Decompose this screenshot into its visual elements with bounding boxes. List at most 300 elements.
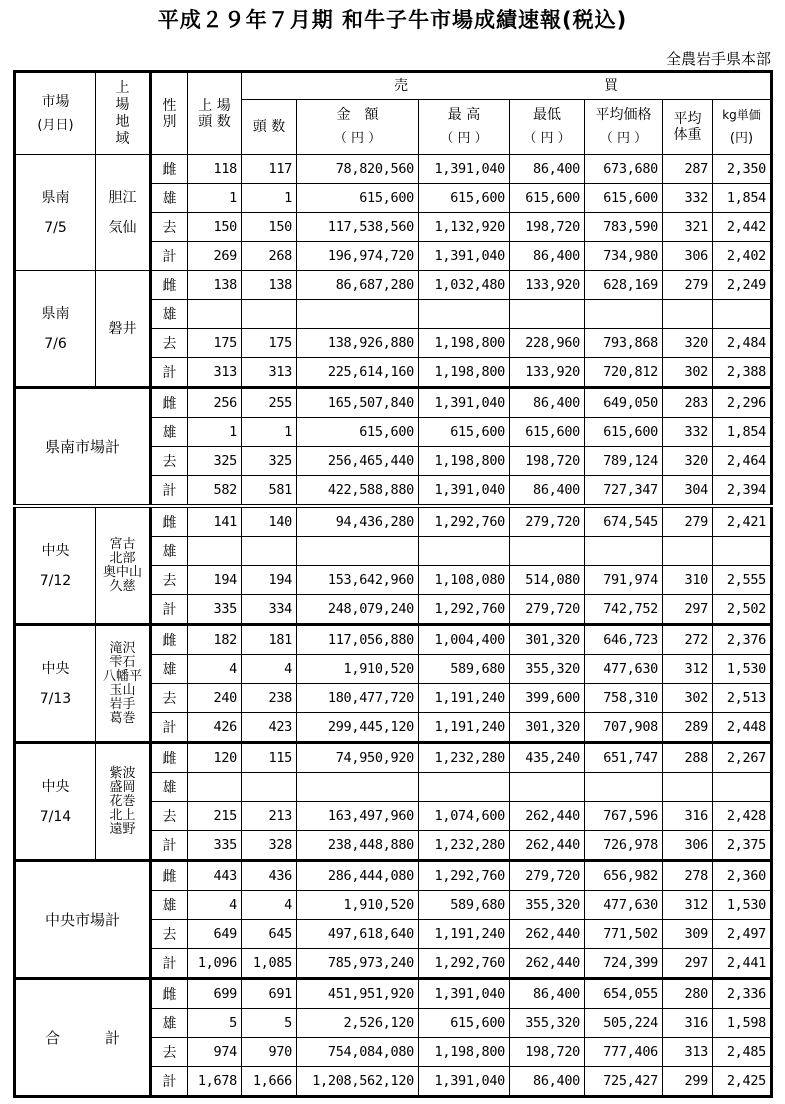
sex-label: 雌: [151, 861, 188, 891]
kg-price-cell: 2,428: [713, 802, 772, 831]
market-date: 7/13: [39, 690, 72, 707]
kg-price-cell: 2,267: [713, 743, 772, 773]
amount-cell: 225,614,160: [297, 358, 419, 388]
kg-price-cell: 2,421: [713, 506, 772, 537]
header-max: 最 高 （ 円 ）: [419, 100, 510, 155]
avg-price-cell: 707,908: [585, 713, 663, 743]
sex-label: 雄: [151, 300, 188, 329]
max-price-cell: 1,132,920: [419, 213, 510, 242]
listed-head-cell: 582: [188, 476, 242, 507]
kg-price-cell: 2,513: [713, 684, 772, 713]
avg-price-cell: [585, 537, 663, 566]
max-price-cell: 1,191,240: [419, 684, 510, 713]
listed-head-cell: 5: [188, 1009, 242, 1038]
amount-cell: 1,208,562,120: [297, 1067, 419, 1097]
market-cell: [15, 155, 96, 271]
kg-price-cell: 1,530: [713, 891, 772, 920]
sex-label: 雄: [151, 418, 188, 447]
sold-head-cell: 268: [242, 242, 297, 271]
sold-head-cell: 255: [242, 388, 297, 418]
sold-head-cell: 581: [242, 476, 297, 507]
kg-price-cell: 2,388: [713, 358, 772, 388]
sold-head-cell: 175: [242, 329, 297, 358]
avg-price-cell: 674,545: [585, 506, 663, 537]
listed-head-cell: 256: [188, 388, 242, 418]
kg-price-cell: 2,296: [713, 388, 772, 418]
min-price-cell: 435,240: [510, 743, 585, 773]
min-price-cell: 262,440: [510, 802, 585, 831]
market-name: 中央: [41, 778, 70, 795]
max-price-cell: 1,232,280: [419, 743, 510, 773]
min-price-cell: 198,720: [510, 447, 585, 476]
amount-cell: 1,910,520: [297, 655, 419, 684]
avg-price-cell: 615,600: [585, 184, 663, 213]
listed-head-cell: 118: [188, 155, 242, 184]
listed-head-cell: 215: [188, 802, 242, 831]
max-price-cell: 615,600: [419, 184, 510, 213]
min-price-cell: 355,320: [510, 1009, 585, 1038]
listed-head-cell: 974: [188, 1038, 242, 1067]
kg-price-cell: 2,464: [713, 447, 772, 476]
avg-weight-cell: 332: [663, 418, 713, 447]
amount-cell: 94,436,280: [297, 506, 419, 537]
sold-head-cell: 313: [242, 358, 297, 388]
listed-head-cell: 443: [188, 861, 242, 891]
max-price-cell: 615,600: [419, 1009, 510, 1038]
avg-price-cell: [585, 300, 663, 329]
kg-price-cell: [713, 300, 772, 329]
amount-cell: 286,444,080: [297, 861, 419, 891]
avg-price-cell: 615,600: [585, 418, 663, 447]
max-price-cell: 1,191,240: [419, 920, 510, 949]
sex-label: 雌: [151, 155, 188, 184]
table-row: [15, 625, 772, 655]
amount-cell: 196,974,720: [297, 242, 419, 271]
max-price-cell: 1,198,800: [419, 1038, 510, 1067]
amount-cell: 117,056,880: [297, 625, 419, 655]
avg-weight-cell: 288: [663, 743, 713, 773]
listed-head-cell: 325: [188, 447, 242, 476]
sex-label: 雌: [151, 979, 188, 1009]
avg-price-cell: [585, 773, 663, 802]
max-price-cell: 589,680: [419, 655, 510, 684]
max-price-cell: 1,292,760: [419, 595, 510, 625]
listed-head-cell: 1: [188, 184, 242, 213]
max-price-cell: 1,292,760: [419, 861, 510, 891]
avg-price-cell: 724,399: [585, 949, 663, 979]
listed-head-cell: 269: [188, 242, 242, 271]
listed-head-cell: 4: [188, 891, 242, 920]
amount-cell: 615,600: [297, 184, 419, 213]
min-price-cell: 615,600: [510, 184, 585, 213]
sex-label: 計: [151, 242, 188, 271]
avg-weight-cell: [663, 773, 713, 802]
market-name: 県南: [41, 305, 70, 322]
kg-price-cell: 2,336: [713, 979, 772, 1009]
page-title: 平成２９年７月期 和牛子牛市場成績速報(税込): [157, 8, 628, 32]
avg-price-cell: 726,978: [585, 831, 663, 861]
amount-cell: 256,465,440: [297, 447, 419, 476]
area-cell: 磐井: [96, 271, 151, 388]
market-name: 中央: [41, 660, 70, 677]
amount-cell: 138,926,880: [297, 329, 419, 358]
market-name: 県南: [41, 189, 70, 206]
sex-label: 雌: [151, 743, 188, 773]
organization-name: 全農岩手県本部: [665, 50, 771, 68]
sold-head-cell: 970: [242, 1038, 297, 1067]
avg-weight-cell: 283: [663, 388, 713, 418]
market-cell: [15, 743, 96, 861]
amount-cell: [297, 537, 419, 566]
avg-price-cell: 727,347: [585, 476, 663, 507]
amount-cell: 238,448,880: [297, 831, 419, 861]
sex-label: 計: [151, 595, 188, 625]
sold-head-cell: 140: [242, 506, 297, 537]
avg-weight-cell: 321: [663, 213, 713, 242]
listed-head-cell: 1: [188, 418, 242, 447]
kg-price-cell: 2,484: [713, 329, 772, 358]
sold-head-cell: 194: [242, 566, 297, 595]
area-cell: 胆江 気仙: [96, 155, 151, 271]
header-sex: 性別: [151, 72, 188, 155]
avg-price-cell: 656,982: [585, 861, 663, 891]
sold-head-cell: 5: [242, 1009, 297, 1038]
avg-price-cell: 777,406: [585, 1038, 663, 1067]
avg-price-cell: 720,812: [585, 358, 663, 388]
market-results-table: [13, 70, 773, 1098]
sex-label: 計: [151, 476, 188, 507]
group-summary-label: 県南市場計: [15, 388, 151, 507]
sold-head-cell: 138: [242, 271, 297, 300]
kg-price-cell: 2,350: [713, 155, 772, 184]
table-row: [15, 388, 772, 418]
min-price-cell: 279,720: [510, 506, 585, 537]
avg-weight-cell: 320: [663, 447, 713, 476]
avg-weight-cell: 313: [663, 1038, 713, 1067]
avg-weight-cell: 280: [663, 979, 713, 1009]
avg-price-cell: 505,224: [585, 1009, 663, 1038]
max-price-cell: 589,680: [419, 891, 510, 920]
header-amount: 金 額 （ 円 ）: [297, 100, 419, 155]
market-cell: [15, 506, 96, 625]
table-body: [15, 155, 772, 1097]
amount-cell: 74,950,920: [297, 743, 419, 773]
listed-head-cell: 649: [188, 920, 242, 949]
avg-price-cell: 783,590: [585, 213, 663, 242]
min-price-cell: 399,600: [510, 684, 585, 713]
listed-head-cell: 699: [188, 979, 242, 1009]
amount-cell: 180,477,720: [297, 684, 419, 713]
sex-label: 計: [151, 358, 188, 388]
sold-head-cell: 691: [242, 979, 297, 1009]
max-price-cell: 1,232,280: [419, 831, 510, 861]
header-kg-price: kg単価 (円): [713, 100, 772, 155]
min-price-cell: [510, 773, 585, 802]
amount-cell: 1,910,520: [297, 891, 419, 920]
kg-price-cell: 2,442: [713, 213, 772, 242]
avg-price-cell: 791,974: [585, 566, 663, 595]
avg-weight-cell: 297: [663, 949, 713, 979]
min-price-cell: 86,400: [510, 155, 585, 184]
kg-price-cell: 1,598: [713, 1009, 772, 1038]
avg-weight-cell: 320: [663, 329, 713, 358]
avg-weight-cell: 309: [663, 920, 713, 949]
header-avg-price: 平均価格 （ 円 ）: [585, 100, 663, 155]
avg-price-cell: 649,050: [585, 388, 663, 418]
avg-price-cell: 742,752: [585, 595, 663, 625]
kg-price-cell: 2,555: [713, 566, 772, 595]
max-price-cell: 1,198,800: [419, 447, 510, 476]
sold-head-cell: 645: [242, 920, 297, 949]
min-price-cell: 86,400: [510, 476, 585, 507]
area-cell: 紫波 盛岡 花巻 北上 遠野: [96, 743, 151, 861]
avg-price-cell: 477,630: [585, 891, 663, 920]
listed-head-cell: 313: [188, 358, 242, 388]
kg-price-cell: [713, 773, 772, 802]
min-price-cell: 198,720: [510, 213, 585, 242]
max-price-cell: 1,391,040: [419, 476, 510, 507]
header-sold-head: 頭 数: [242, 100, 297, 155]
min-price-cell: 133,920: [510, 358, 585, 388]
listed-head-cell: 240: [188, 684, 242, 713]
header-avg-weight: 平均体重: [663, 100, 713, 155]
sold-head-cell: 423: [242, 713, 297, 743]
avg-weight-cell: 306: [663, 831, 713, 861]
listed-head-cell: [188, 773, 242, 802]
sex-label: 雄: [151, 537, 188, 566]
kg-price-cell: 2,249: [713, 271, 772, 300]
amount-cell: 754,084,080: [297, 1038, 419, 1067]
max-price-cell: 1,391,040: [419, 155, 510, 184]
market-name: 中央: [41, 542, 70, 559]
max-price-cell: 1,292,760: [419, 949, 510, 979]
listed-head-cell: 426: [188, 713, 242, 743]
header-market: 市場 (月日): [15, 72, 96, 155]
amount-cell: 117,538,560: [297, 213, 419, 242]
max-price-cell: 1,391,040: [419, 388, 510, 418]
sex-label: 去: [151, 213, 188, 242]
sex-label: 去: [151, 802, 188, 831]
listed-head-cell: 141: [188, 506, 242, 537]
amount-cell: 78,820,560: [297, 155, 419, 184]
sold-head-cell: 1,085: [242, 949, 297, 979]
sex-label: 雄: [151, 1009, 188, 1038]
max-price-cell: [419, 300, 510, 329]
amount-cell: [297, 773, 419, 802]
min-price-cell: 86,400: [510, 388, 585, 418]
sold-head-cell: 115: [242, 743, 297, 773]
sold-head-cell: 4: [242, 891, 297, 920]
market-date: 7/5: [44, 219, 67, 236]
sex-label: 雌: [151, 625, 188, 655]
sold-head-cell: 213: [242, 802, 297, 831]
sex-label: 去: [151, 447, 188, 476]
amount-cell: 153,642,960: [297, 566, 419, 595]
listed-head-cell: [188, 300, 242, 329]
max-price-cell: 1,292,760: [419, 506, 510, 537]
listed-head-cell: 138: [188, 271, 242, 300]
listed-head-cell: 1,678: [188, 1067, 242, 1097]
avg-weight-cell: 302: [663, 358, 713, 388]
avg-price-cell: 725,427: [585, 1067, 663, 1097]
sex-label: 雄: [151, 655, 188, 684]
market-date: 7/6: [44, 335, 67, 352]
sex-label: 計: [151, 949, 188, 979]
min-price-cell: 279,720: [510, 595, 585, 625]
min-price-cell: 198,720: [510, 1038, 585, 1067]
listed-head-cell: 194: [188, 566, 242, 595]
amount-cell: [297, 300, 419, 329]
table-row: [15, 979, 772, 1009]
kg-price-cell: 2,394: [713, 476, 772, 507]
header-min: 最低 （ 円 ）: [510, 100, 585, 155]
listed-head-cell: 182: [188, 625, 242, 655]
kg-price-cell: 2,497: [713, 920, 772, 949]
min-price-cell: 228,960: [510, 329, 585, 358]
avg-weight-cell: 289: [663, 713, 713, 743]
market-date: 7/12: [39, 572, 72, 589]
sold-head-cell: 334: [242, 595, 297, 625]
avg-weight-cell: 299: [663, 1067, 713, 1097]
sex-label: 雌: [151, 388, 188, 418]
min-price-cell: 301,320: [510, 713, 585, 743]
listed-head-cell: 4: [188, 655, 242, 684]
avg-price-cell: 646,723: [585, 625, 663, 655]
amount-cell: 163,497,960: [297, 802, 419, 831]
sex-label: 去: [151, 1038, 188, 1067]
sold-head-cell: 328: [242, 831, 297, 861]
min-price-cell: 355,320: [510, 891, 585, 920]
avg-price-cell: 758,310: [585, 684, 663, 713]
amount-cell: 165,507,840: [297, 388, 419, 418]
max-price-cell: 1,198,800: [419, 358, 510, 388]
listed-head-cell: 335: [188, 831, 242, 861]
avg-price-cell: 789,124: [585, 447, 663, 476]
min-price-cell: 86,400: [510, 1067, 585, 1097]
sold-head-cell: 181: [242, 625, 297, 655]
sex-label: 去: [151, 920, 188, 949]
sold-head-cell: 1: [242, 184, 297, 213]
avg-weight-cell: 316: [663, 1009, 713, 1038]
listed-head-cell: 120: [188, 743, 242, 773]
avg-price-cell: 734,980: [585, 242, 663, 271]
avg-weight-cell: 279: [663, 506, 713, 537]
listed-head-cell: 335: [188, 595, 242, 625]
area-cell: 宮古 北部 奥中山 久慈: [96, 506, 151, 625]
amount-cell: 2,526,120: [297, 1009, 419, 1038]
max-price-cell: 1,198,800: [419, 329, 510, 358]
table-row: [15, 271, 772, 300]
avg-price-cell: 771,502: [585, 920, 663, 949]
table-row: [15, 861, 772, 891]
amount-cell: 422,588,880: [297, 476, 419, 507]
sex-label: 雄: [151, 773, 188, 802]
min-price-cell: 262,440: [510, 831, 585, 861]
avg-weight-cell: 306: [663, 242, 713, 271]
kg-price-cell: 2,376: [713, 625, 772, 655]
kg-price-cell: 2,425: [713, 1067, 772, 1097]
sex-label: 計: [151, 1067, 188, 1097]
avg-weight-cell: 279: [663, 271, 713, 300]
sold-head-cell: [242, 537, 297, 566]
max-price-cell: 1,391,040: [419, 979, 510, 1009]
table-row: [15, 743, 772, 773]
avg-price-cell: 477,630: [585, 655, 663, 684]
max-price-cell: 1,074,600: [419, 802, 510, 831]
kg-price-cell: 2,402: [713, 242, 772, 271]
max-price-cell: 1,108,080: [419, 566, 510, 595]
market-cell: [15, 625, 96, 743]
kg-price-cell: 1,530: [713, 655, 772, 684]
sold-head-cell: 117: [242, 155, 297, 184]
header-sale-group: 売 買: [242, 72, 772, 100]
avg-price-cell: 673,680: [585, 155, 663, 184]
kg-price-cell: [713, 537, 772, 566]
listed-head-cell: 1,096: [188, 949, 242, 979]
amount-cell: 615,600: [297, 418, 419, 447]
amount-cell: 785,973,240: [297, 949, 419, 979]
area-cell: 滝沢 雫石 八幡平 玉山 岩手 葛巻: [96, 625, 151, 743]
kg-price-cell: 2,375: [713, 831, 772, 861]
group-summary-label: 中央市場計: [15, 861, 151, 979]
sex-label: 雄: [151, 891, 188, 920]
sold-head-cell: 1: [242, 418, 297, 447]
min-price-cell: 262,440: [510, 920, 585, 949]
max-price-cell: [419, 537, 510, 566]
header-listed-head: 上 場 頭 数: [188, 72, 242, 155]
listed-head-cell: 175: [188, 329, 242, 358]
avg-weight-cell: 332: [663, 184, 713, 213]
amount-cell: 497,618,640: [297, 920, 419, 949]
min-price-cell: [510, 300, 585, 329]
min-price-cell: 301,320: [510, 625, 585, 655]
sold-head-cell: [242, 773, 297, 802]
max-price-cell: 1,391,040: [419, 242, 510, 271]
sex-label: 計: [151, 831, 188, 861]
min-price-cell: 615,600: [510, 418, 585, 447]
header-area: 上場地域: [96, 72, 151, 155]
listed-head-cell: [188, 537, 242, 566]
amount-cell: 299,445,120: [297, 713, 419, 743]
avg-weight-cell: 312: [663, 655, 713, 684]
min-price-cell: 86,400: [510, 979, 585, 1009]
kg-price-cell: 2,448: [713, 713, 772, 743]
max-price-cell: 1,391,040: [419, 1067, 510, 1097]
sold-head-cell: 4: [242, 655, 297, 684]
avg-price-cell: 793,868: [585, 329, 663, 358]
listed-head-cell: 150: [188, 213, 242, 242]
min-price-cell: 262,440: [510, 949, 585, 979]
kg-price-cell: 1,854: [713, 418, 772, 447]
sold-head-cell: 150: [242, 213, 297, 242]
avg-weight-cell: [663, 300, 713, 329]
avg-weight-cell: 316: [663, 802, 713, 831]
avg-weight-cell: 297: [663, 595, 713, 625]
market-cell: [15, 271, 96, 388]
avg-weight-cell: 278: [663, 861, 713, 891]
kg-price-cell: 2,360: [713, 861, 772, 891]
group-summary-label: 合 計: [15, 979, 151, 1097]
kg-price-cell: 2,485: [713, 1038, 772, 1067]
avg-price-cell: 767,596: [585, 802, 663, 831]
sex-label: 去: [151, 329, 188, 358]
min-price-cell: 514,080: [510, 566, 585, 595]
min-price-cell: 279,720: [510, 861, 585, 891]
kg-price-cell: 2,441: [713, 949, 772, 979]
market-date: 7/14: [39, 808, 72, 825]
max-price-cell: 1,191,240: [419, 713, 510, 743]
sold-head-cell: 325: [242, 447, 297, 476]
